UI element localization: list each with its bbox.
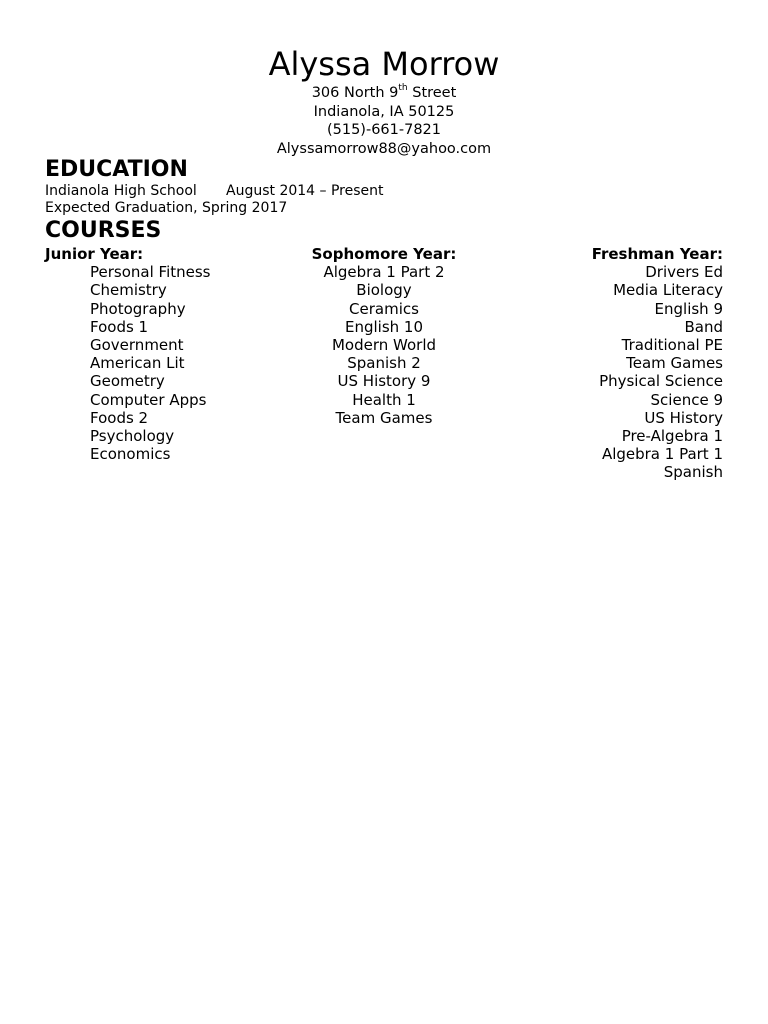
course-item: Spanish 2 bbox=[347, 354, 421, 373]
course-item: American Lit bbox=[90, 354, 185, 373]
course-item: Pre-Algebra 1 bbox=[621, 427, 723, 446]
course-item: Photography bbox=[90, 299, 186, 318]
email-address: Alyssamorrow88@yahoo.com bbox=[276, 140, 492, 157]
address-suffix: th bbox=[398, 83, 408, 94]
course-item: Physical Science bbox=[599, 372, 723, 391]
address-line bbox=[0, 84, 768, 103]
course-item: Modern World bbox=[331, 336, 437, 355]
course-item: Health 1 bbox=[352, 390, 416, 409]
education-heading: EDUCATION bbox=[45, 157, 188, 182]
address-number: 306 North 9 bbox=[311, 85, 399, 101]
sophomore-course-list bbox=[284, 263, 484, 427]
sophomore-year-column bbox=[284, 245, 484, 427]
city-line: Indianola, IA 50125 bbox=[313, 103, 455, 120]
course-item: Spanish bbox=[663, 463, 723, 482]
course-item: Government bbox=[90, 336, 184, 355]
course-item: English 10 bbox=[344, 317, 424, 336]
course-item: Personal Fitness bbox=[90, 263, 211, 282]
course-item: English 9 bbox=[654, 299, 723, 318]
junior-year-title: Junior Year: bbox=[45, 245, 144, 263]
freshman-course-list bbox=[503, 263, 723, 481]
course-item: Foods 2 bbox=[90, 408, 149, 427]
course-item: Geometry bbox=[90, 372, 165, 391]
course-item: Drivers Ed bbox=[645, 263, 723, 282]
course-item: Team Games bbox=[335, 408, 433, 427]
freshman-year-title: Freshman Year: bbox=[591, 245, 723, 263]
course-item: US History 9 bbox=[337, 372, 431, 391]
phone-number: (515)-661-7821 bbox=[326, 122, 442, 138]
school-name: Indianola High School bbox=[45, 183, 197, 199]
junior-year-column bbox=[45, 245, 285, 463]
course-item: Psychology bbox=[90, 427, 175, 446]
applicant-name: Alyssa Morrow bbox=[268, 45, 500, 83]
course-item: Media Literacy bbox=[613, 281, 723, 300]
course-item: Science 9 bbox=[650, 390, 723, 409]
course-item: Foods 1 bbox=[90, 317, 149, 336]
course-item: US History bbox=[644, 408, 723, 427]
resume-header bbox=[0, 44, 768, 158]
address-street: Street bbox=[407, 85, 457, 101]
graduation-line: Expected Graduation, Spring 2017 bbox=[45, 200, 288, 216]
sophomore-year-title: Sophomore Year: bbox=[311, 245, 457, 263]
school-dates: August 2014 – Present bbox=[226, 183, 384, 199]
course-item: Algebra 1 Part 2 bbox=[323, 263, 445, 282]
course-item: Algebra 1 Part 1 bbox=[601, 445, 723, 464]
courses-heading: COURSES bbox=[45, 218, 162, 243]
freshman-year-column bbox=[503, 245, 723, 482]
course-item: Ceramics bbox=[349, 299, 419, 318]
course-item: Biology bbox=[356, 281, 412, 300]
course-item: Computer Apps bbox=[90, 390, 207, 409]
course-item: Band bbox=[684, 317, 723, 336]
course-item: Economics bbox=[90, 445, 171, 464]
education-school-line bbox=[45, 183, 384, 200]
course-item: Chemistry bbox=[90, 281, 167, 300]
course-item: Team Games bbox=[626, 354, 723, 373]
junior-course-list bbox=[45, 263, 285, 463]
course-item: Traditional PE bbox=[621, 336, 723, 355]
